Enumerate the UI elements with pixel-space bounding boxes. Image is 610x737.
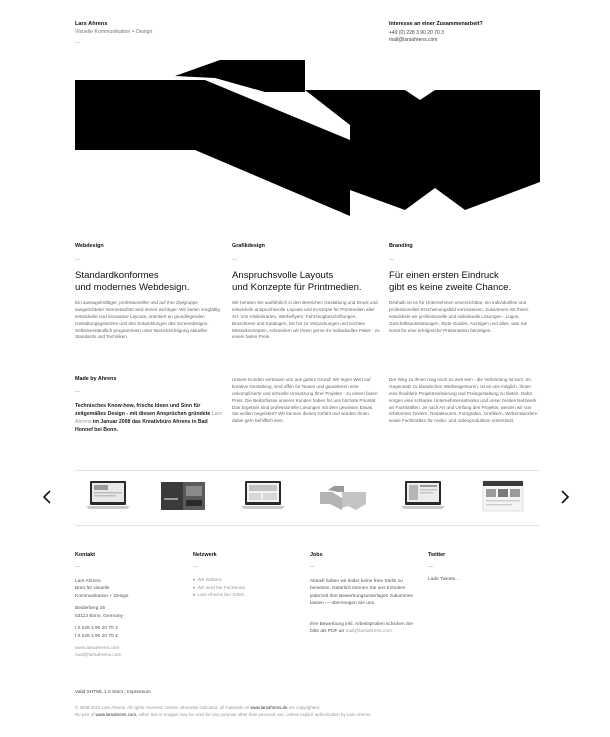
header-email-link[interactable]: mail@larsahrens.com xyxy=(389,37,438,43)
footer-twitter-loading: Lade Tweets... xyxy=(428,577,460,582)
footer-jobs-text2 xyxy=(310,621,418,636)
footer-jobs-title: Jobs xyxy=(310,552,323,558)
portfolio-thumb-laptop-2[interactable] xyxy=(238,478,288,514)
netzwerk-item-facebook[interactable] xyxy=(193,585,246,593)
service-dash-grafikdesign: — xyxy=(232,257,237,263)
about-intro-part2: im Januar 2008 das Kreativbüro Ahrens in Bad Honnef bei Bonn. xyxy=(75,419,208,434)
service-heading-line1: Standardkonformes xyxy=(75,270,159,281)
service-text-grafikdesign: Wir beraten Sie ausführlich in den Bereichen Gestaltung und Druck und entwickeln anspruchsvolle Layouts und Konzepte für Printmedien aller Art. Von Visitenkarten, Werbeflyern, Fahrzeugbeschriftungen, Broschüren und Katalogen, bis hin zu Verpackungen und leichten Messekonzepten, schneidern wir Ihnen gerne Ihr individuelles Paket - zu einem fairen Preis. xyxy=(232,300,380,340)
footer-kontakt-name: Lars Ahrens xyxy=(75,579,101,584)
carousel-bottom-divider xyxy=(75,525,540,526)
netzwerk-item-label: Wir sind bei Facebook. xyxy=(197,585,247,591)
about-intro-name-link[interactable]: Lars Ahrens xyxy=(75,411,222,426)
netzwerk-item-label: Lars Ahrens bei XING. xyxy=(197,593,246,599)
contact-title: Interesse an einer Zusammenarbeit? xyxy=(389,21,483,27)
footer-kontakt-mail-link[interactable]: mail@larsahrens.com xyxy=(75,653,122,659)
footer-twitter-dash: — xyxy=(428,564,433,570)
about-text-col3: Der Weg zu Ihnen mag noch so weit sein - die Verbindung ist kurz. Im Gegensatz zu klassischen Werbeagenturen, ist es uns möglich, Ihnen eine flexiblere Projektrealisierung und Preisgestaltung zu bieten. Dafür sorgen eine schlanke Unternehmensstruktur und unser breites Netzwerk an Fachkräften. Je nach Art und Umfang des Projekts, werden wir von erfahrenen Textern, Redakteuren, Fotografen, Grafikern, Webentwicklern sowie Fachkräften für Audio- und Videoproduktion unterstützt. xyxy=(389,377,538,424)
service-label-branding: Branding xyxy=(389,243,413,249)
service-heading-line2: und Konzepte für Printmedien. xyxy=(232,281,362,293)
service-text-webdesign: Ein aussagekräftiger, professioneller und auf Ihre Zielgruppe ausgerichteter Internetauftritt wird immer wichtiger. Wir bieten sorgfältig entwickelte und innovative Layouts, orientiert an grundlegenden Gestaltungsgesetzen und den Entwicklungen des Screendesigns. Selbstverständlich programmiert unter Berücksichtigung aktueller Standards und Techniken. xyxy=(75,300,220,340)
service-heading-line1: Für einen ersten Eindruck xyxy=(389,270,499,281)
logo-left-pillar xyxy=(75,80,350,216)
service-text-branding: Deshalb ist es für Unternehmen unverzichtbar, ein individuelles und professionelles Erscheinungsbild vorzuweisen. Zusammen mit Ihnen entwickeln wir professionelle und individuelle Lösungen - Logos, Geschäftsausstattungen, Style-Guides, Anzeigen und alles, was Sie sonst für eine erfolgreiche Präsentation benötigen. xyxy=(389,300,529,333)
footer-jobs-dash: — xyxy=(310,564,315,570)
ahrens-logo-graphic xyxy=(75,50,540,220)
footer-jobs-mail-link[interactable]: mail@larsahrens.com. xyxy=(345,629,394,635)
service-heading-line1: Anspruchsvolle Layouts xyxy=(232,270,334,281)
footer-netzwerk-dash: — xyxy=(193,564,198,570)
site-subtitle: Visuelle Kommunikation + Design xyxy=(75,29,153,35)
footer-kontakt-fax: f 0 228 3 90 20 70 4 xyxy=(75,633,118,639)
footer-twitter-title: Twitter xyxy=(428,552,446,558)
copyright-line1-part1: © 2008-2010 Lars Ahrens. All rights reserved. Unless otherwise indicated, all materials on xyxy=(75,705,250,710)
site-name[interactable]: Lars Ahrens xyxy=(75,21,108,27)
service-dash-webdesign: — xyxy=(75,257,80,263)
copyright-line2-domain-link[interactable]: www.larsahrens.com, xyxy=(95,712,138,718)
triangle-right-icon: ▸ xyxy=(193,593,196,599)
portfolio-thumb-laptop-1[interactable] xyxy=(83,478,133,514)
impressum-link[interactable]: Impressum xyxy=(126,690,151,695)
chevron-right-icon[interactable] xyxy=(560,490,570,504)
footer-jobs-text2-part1: Ihre Bewerbung inkl. Arbeitsproben schicken Sie bitte als PDF an xyxy=(310,622,413,635)
carousel-top-divider xyxy=(75,470,540,471)
bottom-separator: | xyxy=(124,690,126,695)
service-heading-branding xyxy=(389,270,511,293)
service-heading-grafikdesign xyxy=(232,270,362,293)
valid-xhtml-link[interactable]: Valid XHTML 1.0 Strict xyxy=(75,690,123,695)
header-phone: +49 (0) 228 3 90 20 70 3 xyxy=(389,30,444,36)
triangle-right-icon: ▸ xyxy=(193,578,196,583)
netzwerk-item-twitter[interactable] xyxy=(193,577,246,585)
footer-kontakt-tel: t 0 228 3 90 20 70 3 xyxy=(75,626,118,632)
chevron-left-icon[interactable] xyxy=(42,490,52,504)
copyright-line2-part2: either text or images may be used for any purpose other than personal use, unless explicit authorization by Lars Ahrens. xyxy=(138,712,372,718)
triangle-right-icon: ▸ xyxy=(193,585,196,591)
footer-kontakt-dash: — xyxy=(75,564,80,570)
footer-kontakt-web-link[interactable]: www.larsahrens.com xyxy=(75,645,120,651)
service-dash-branding: — xyxy=(389,257,394,263)
copyright-line2-part1: No part of xyxy=(75,712,95,718)
bottom-links xyxy=(75,690,151,696)
copyright-line1-part2: are copyrighted. xyxy=(288,705,321,710)
service-label-grafikdesign: Grafikdesign xyxy=(232,243,265,249)
about-dash: — xyxy=(75,389,80,395)
footer-kontakt-street: Beiderberg 25 xyxy=(75,606,106,612)
footer-jobs-text1: Aktuell haben wir leider keine freie Stelle zu besetzen. Natürlich können Sie uns trotzdem jederzeit Ihre Bewerbungsunterlagen zukommen lassen — überzeugen Sie uns. xyxy=(310,579,414,607)
service-heading-line2: gibt es keine zweite Chance. xyxy=(389,281,512,293)
copyright xyxy=(75,704,545,718)
footer-kontakt-desc1: Büro für visuelle xyxy=(75,586,110,592)
about-label: Made by Ahrens xyxy=(75,376,117,382)
copyright-line1 xyxy=(75,704,545,711)
about-text-col2: Unsere Kunden vertrauen uns aus gutem Grund: Wir legen Wert auf kreative Gestaltung, sind offen für Neues und garantieren eine unkomplizierte und schnelle Umsetzung Ihrer Projekte - zu einem fairen Preis. Die Bedürfnisse unserer Kunden haben für uns höchste Priorität. Das Ergebnis sind professionelle Lösungen mit dem gewissen Etwas. Sie wollen begeistert? Wir kennen dieses Gefühl und würden Ihnen dabei gern behilflich sein. xyxy=(232,377,378,424)
header-dash: — xyxy=(75,40,80,46)
footer-kontakt-title: Kontakt xyxy=(75,552,96,558)
service-heading-webdesign xyxy=(75,270,190,293)
footer-netzwerk-list xyxy=(193,577,246,600)
footer-kontakt-block xyxy=(75,578,128,660)
portfolio-thumb-logo[interactable] xyxy=(318,478,368,514)
about-intro-part1: Technisches Know-how, frische Ideen und Sinn für zeitgemäßes Design - mit diesen Ansprüchen gründete xyxy=(75,403,211,418)
portfolio-thumb-website[interactable] xyxy=(478,478,528,514)
copyright-domain-link[interactable]: www.larsahrens.de xyxy=(250,705,288,710)
footer-kontakt-city: 53113 Bonn, Germany xyxy=(75,613,123,619)
netzwerk-item-label: Wir twittern. xyxy=(197,578,223,583)
service-label-webdesign: Webdesign xyxy=(75,243,104,249)
about-intro xyxy=(75,402,223,434)
portfolio-thumb-brochure[interactable] xyxy=(158,478,208,514)
footer-kontakt-desc2: Kommunikation + Design xyxy=(75,593,129,599)
footer-netzwerk-title: Netzwerk xyxy=(193,552,217,558)
netzwerk-item-xing[interactable] xyxy=(193,592,246,600)
service-heading-line2: und modernes Webdesign. xyxy=(75,281,190,293)
copyright-line2 xyxy=(75,711,545,718)
portfolio-thumb-laptop-3[interactable] xyxy=(398,478,448,514)
